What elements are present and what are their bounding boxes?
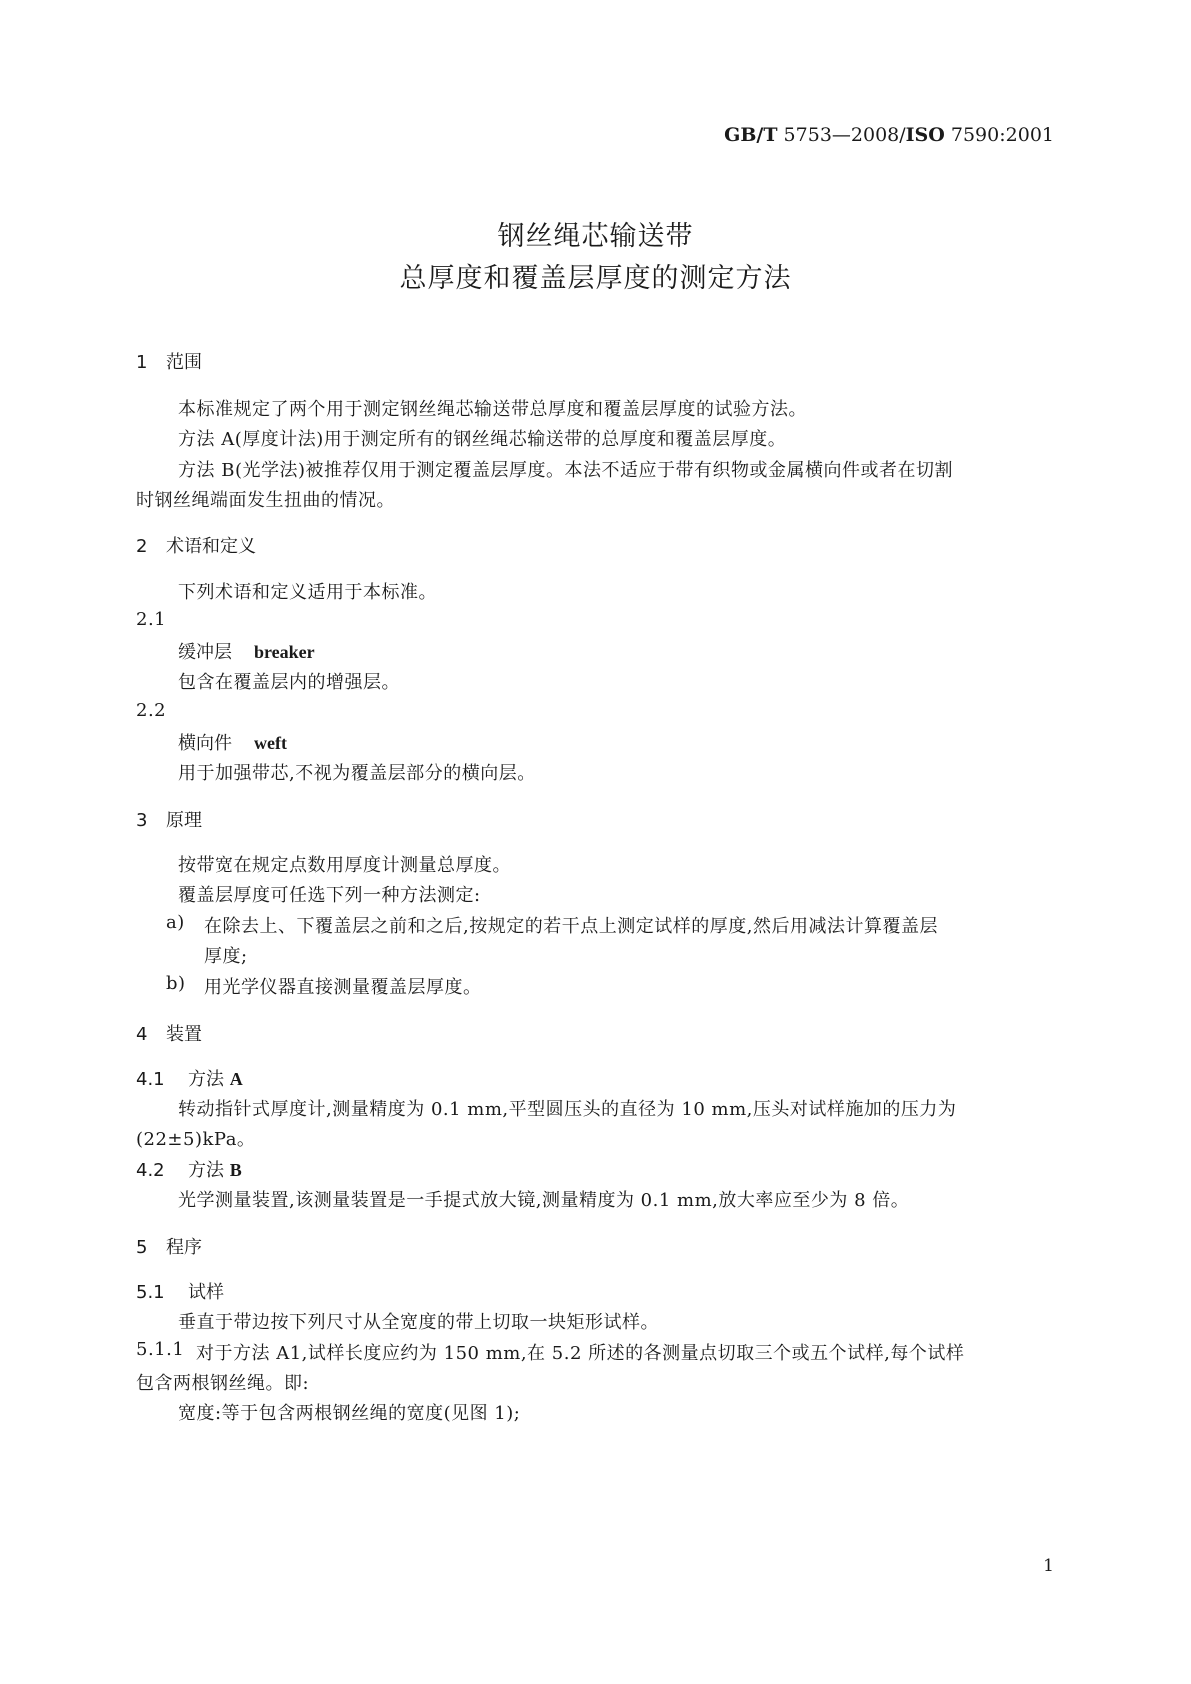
- list-b-text: 用光学仪器直接测量覆盖层厚度。: [204, 977, 482, 998]
- section-4-2-heading: 4.2 方法 B: [136, 1160, 242, 1181]
- s5-1-para-1: 垂直于带边按下列尺寸从全宽度的带上切取一块矩形试样。: [178, 1312, 659, 1333]
- list-b-label: b): [166, 973, 186, 994]
- s1-para-3b: 时钢丝绳端面发生扭曲的情况。: [136, 490, 395, 511]
- section-4-heading: 4 装置: [136, 1024, 202, 1045]
- s4-2-para-1: 光学测量装置,该测量装置是一手提式放大镜,测量精度为 0.1 mm,放大率应至少为 8 倍。: [178, 1190, 910, 1211]
- list-a-label: a): [166, 912, 185, 933]
- page-number: 1: [1043, 1556, 1054, 1576]
- s4-1-para-1: 转动指针式厚度计,测量精度为 0.1 mm,平型圆压头的直径为 10 mm,压头对试样施加的压力为: [178, 1099, 957, 1120]
- section-5-heading: 5 程序: [136, 1237, 202, 1258]
- s1-para-3a: 方法 B(光学法)被推荐仅用于测定覆盖层厚度。本法不适应于带有织物或金属横向件或者在切割: [178, 460, 953, 481]
- s4-1-para-2: (22±5)kPa。: [136, 1129, 256, 1150]
- s1-para-2: 方法 A(厚度计法)用于测定所有的钢丝绳芯输送带的总厚度和覆盖层厚度。: [178, 429, 787, 450]
- section-5-1-heading: 5.1 试样: [136, 1282, 224, 1303]
- list-a-text-2: 厚度;: [204, 946, 248, 967]
- section-3-heading: 3 原理: [136, 810, 202, 831]
- section-1-heading: 1 范围: [136, 352, 202, 373]
- title-line-2: 总厚度和覆盖层厚度的测定方法: [399, 263, 792, 294]
- s5-1-1-para-1: 对于方法 A1,试样长度应约为 150 mm,在 5.2 所述的各测量点切取三个或五个试样,每个试样: [196, 1343, 965, 1364]
- section-5-1-1-number: 5.1.1: [136, 1339, 185, 1360]
- s2-intro: 下列术语和定义适用于本标准。: [178, 582, 437, 603]
- s3-para-1: 按带宽在规定点数用厚度计测量总厚度。: [178, 855, 511, 876]
- s5-1-1-para-2: 包含两根钢丝绳。即:: [136, 1373, 310, 1394]
- s1-para-1: 本标准规定了两个用于测定钢丝绳芯输送带总厚度和覆盖层厚度的试验方法。: [178, 399, 807, 420]
- section-2-heading: 2 术语和定义: [136, 536, 256, 557]
- term-weft: 横向件 weft: [178, 733, 287, 754]
- standard-number: GB/T 5753—2008/ISO 7590:2001: [724, 124, 1054, 146]
- term-2-1-number: 2.1: [136, 609, 167, 630]
- list-a-text-1: 在除去上、下覆盖层之前和之后,按规定的若干点上测定试样的厚度,然后用减法计算覆盖层: [204, 916, 938, 937]
- title-line-1: 钢丝绳芯输送带: [497, 221, 694, 252]
- term-2-2-number: 2.2: [136, 700, 167, 721]
- term-breaker-definition: 包含在覆盖层内的增强层。: [178, 672, 400, 693]
- term-weft-definition: 用于加强带芯,不视为覆盖层部分的横向层。: [178, 763, 536, 784]
- section-4-1-heading: 4.1 方法 A: [136, 1069, 243, 1090]
- s5-1-1-para-3: 宽度:等于包含两根钢丝绳的宽度(见图 1);: [178, 1403, 521, 1424]
- term-breaker: 缓冲层 breaker: [178, 642, 315, 663]
- s3-para-2: 覆盖层厚度可任选下列一种方法测定:: [178, 885, 481, 906]
